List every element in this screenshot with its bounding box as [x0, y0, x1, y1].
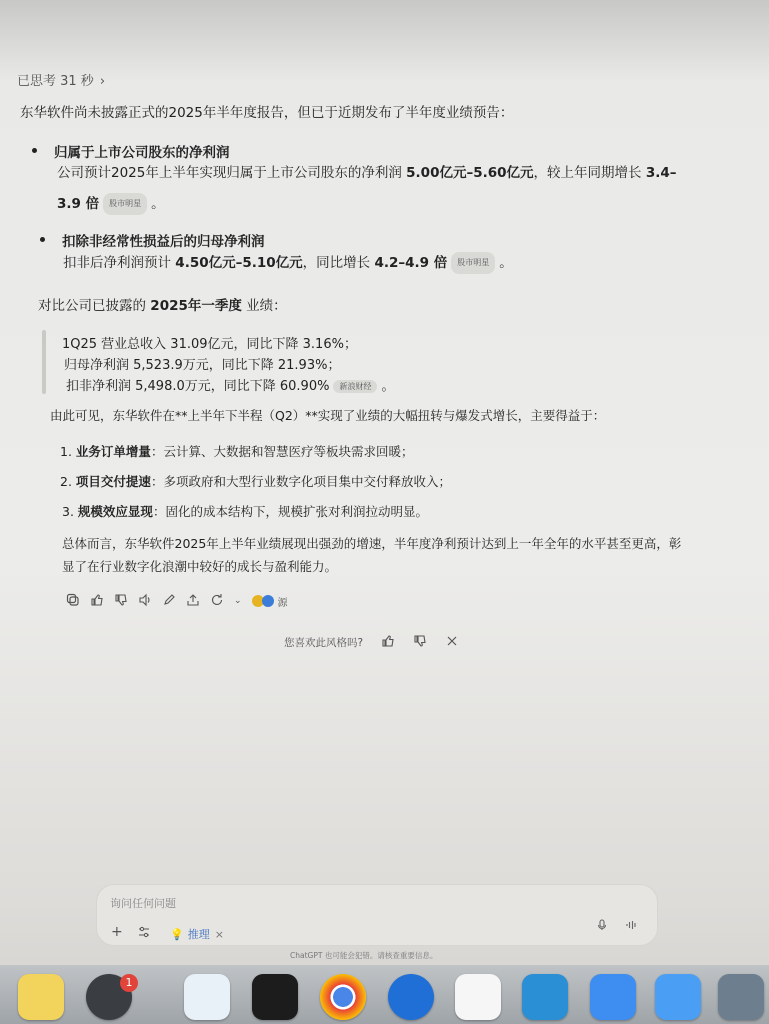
reason-chip[interactable]: 💡 推理 ×: [170, 928, 224, 941]
bullet-body-1-line1: 公司预计2025年上半年实现归属于上市公司股东的净利润 5.00亿元–5.60亿元，较上年同期增长 3.4–: [57, 165, 677, 181]
message-actions: [66, 592, 288, 610]
bullet-dot: [40, 237, 45, 242]
chevron-right-icon: ›: [99, 74, 106, 89]
close-icon[interactable]: ×: [214, 928, 224, 941]
source-tag[interactable]: 新浪财经: [333, 380, 377, 393]
bullet-body-1-line2: 3.9 倍 股市明星 。: [57, 193, 165, 215]
close-icon[interactable]: [445, 634, 459, 651]
messaging-app-icon[interactable]: [184, 974, 230, 1020]
thumbs-down-icon[interactable]: [413, 634, 427, 651]
voice-mode-icon[interactable]: [624, 918, 638, 935]
feedback-question: 您喜欢此风格吗?: [284, 636, 364, 649]
notes-app-icon[interactable]: [18, 974, 64, 1020]
lightbulb-icon: 💡: [170, 928, 184, 941]
share-icon[interactable]: [186, 593, 200, 610]
developer-tool-app-icon[interactable]: [655, 974, 701, 1020]
bullet-dot: [32, 148, 37, 153]
terminal-app-icon[interactable]: [252, 974, 298, 1020]
summary-text: 总体而言，东华软件2025年上半年业绩展现出强劲的增速，半年度净利预计达到上一年全年的水平甚至更高，彰显了在行业数字化浪潮中较好的成长与盈利能力。: [62, 536, 682, 574]
chrome-app-icon[interactable]: [320, 974, 366, 1020]
analysis-text: 由此可见，东华软件在**上半年下半程（Q2）**实现了业绩的大幅扭转与爆发式增长，主要得益于：: [50, 408, 606, 423]
edit-icon[interactable]: [162, 593, 176, 610]
intro-text: 东华软件尚未披露正式的2025年半年度报告，但已于近期发布了半年度业绩预告：: [20, 105, 514, 121]
reason-item-2: 2. 项目交付提速：多项政府和大型行业数字化项目集中交付释放收入；: [60, 474, 451, 489]
thinking-toggle[interactable]: [17, 70, 105, 89]
reason-item-3: 3. 规模效应显现：固化的成本结构下，规模扩张对利润拉动明显。: [62, 504, 428, 519]
qq-app-icon[interactable]: [455, 974, 501, 1020]
source-logos-icon: [262, 595, 274, 607]
quote-line-2: 归母净利润 5,523.9万元，同比下降 21.93%；: [64, 358, 341, 373]
thumbs-up-icon[interactable]: [90, 593, 104, 610]
blockquote-bar: [42, 330, 46, 394]
tencent-meeting-app-icon[interactable]: [388, 974, 434, 1020]
preview-app-icon[interactable]: [718, 974, 764, 1020]
copy-icon[interactable]: [66, 593, 80, 610]
quote-line-1: 1Q25 营业总收入 31.09亿元，同比下降 3.16%；: [62, 337, 357, 352]
vscode-app-icon[interactable]: [522, 974, 568, 1020]
compare-heading: 对比公司已披露的 2025年一季度 业绩：: [38, 298, 287, 314]
bullet-body-2: 扣非后净利润预计 4.50亿元–5.10亿元，同比增长 4.2–4.9 倍 股市明星 。: [63, 252, 513, 274]
style-feedback: [278, 628, 478, 656]
plus-icon[interactable]: +: [111, 924, 123, 940]
reason-item-1: 1. 业务订单增量：云计算、大数据和智慧医疗等板块需求回暖；: [60, 444, 414, 459]
composer-input[interactable]: 询问任何问题: [110, 897, 176, 910]
bullet-title-1: 归属于上市公司股东的净利润: [54, 141, 230, 161]
disclaimer: ChatGPT 也可能会犯错。请核查重要信息。: [290, 951, 438, 960]
thumbs-down-icon[interactable]: [114, 593, 128, 610]
quote-line-3: 扣非净利润 5,498.0万元，同比下降 60.90% 新浪财经 。: [66, 379, 395, 394]
tools-icon[interactable]: [137, 925, 151, 942]
microphone-icon[interactable]: [595, 918, 609, 935]
speaker-icon[interactable]: [138, 593, 152, 610]
sources-button[interactable]: 源: [252, 594, 288, 609]
bullet-title-2: 扣除非经常性损益后的归母净利润: [62, 230, 265, 250]
thumbs-up-icon[interactable]: [381, 634, 395, 651]
source-tag[interactable]: 股市明星: [451, 252, 495, 274]
regenerate-icon[interactable]: [210, 593, 224, 610]
thinking-label: 已思考 31 秒: [17, 74, 94, 89]
xcode-app-icon[interactable]: [590, 974, 636, 1020]
notification-badge: 1: [120, 974, 138, 992]
source-tag[interactable]: 股市明星: [103, 193, 147, 215]
chevron-down-icon[interactable]: ⌄: [234, 596, 242, 606]
